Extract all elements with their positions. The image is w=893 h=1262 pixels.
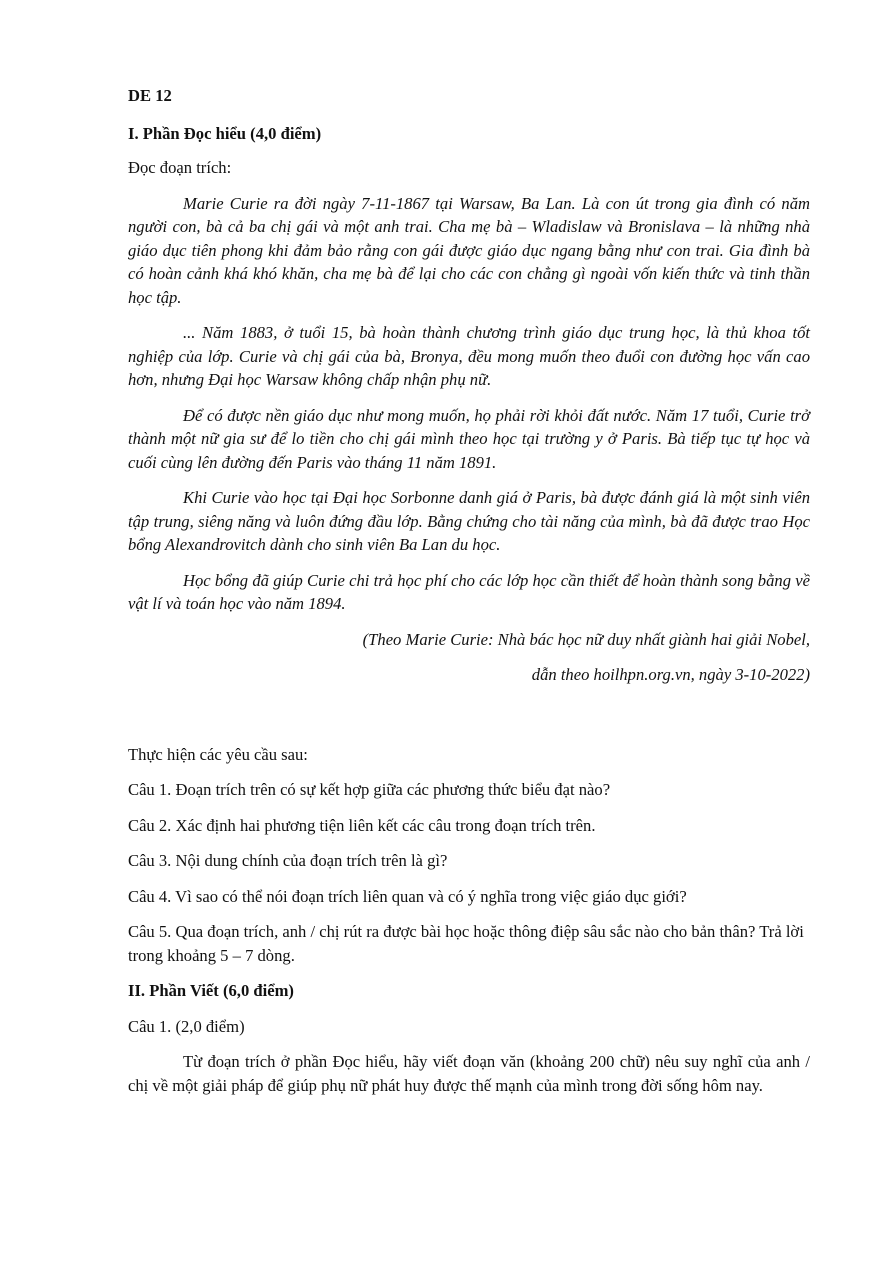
- question-5: Câu 5. Qua đoạn trích, anh / chị rút ra được bài học hoặc thông điệp sâu sắc nào cho bản thân? Trả lời trong khoảng 5 – 7 dòng.: [128, 922, 804, 965]
- passage-paragraph: Khi Curie vào học tại Đại học Sorbonne danh giá ở Paris, bà được đánh giá là một sinh viên tập trung, siêng năng và luôn đứng đầu lớp. Bằng chứng cho tài năng của mình, bà đã được trao Học bổng Alexandrovitch dành cho sinh viên Ba Lan du học.: [128, 488, 810, 554]
- passage-paragraph: Để có được nền giáo dục như mong muốn, họ phải rời khỏi đất nước. Năm 17 tuổi, Curie trở thành một nữ gia sư để lo tiền cho chị gái mình theo học tại trường y ở Paris. Bà tiếp tục tự học và cuối cùng lên đường đến Paris vào tháng 11 năm 1891.: [128, 405, 810, 472]
- passage-paragraph: Marie Curie ra đời ngày 7-11-1867 tại Warsaw, Ba Lan. Là con út trong gia đình có năm người con, bà cả ba chị gái và một anh trai. Cha mẹ bà – Wladislaw và Bronislava – là những nhà giáo dục tiên phong khi đảm bảo rằng con gái được giáo dục ngang bằng như con trai. Gia đình bà có hoàn cảnh khá khó khăn, cha mẹ bà để lại cho các con chẳng gì ngoài vốn kiến thức và tinh thần học tập.: [128, 193, 810, 307]
- exam-code: DE 12: [128, 86, 172, 105]
- source-citation-line-1: (Theo Marie Curie: Nhà bác học nữ duy nhất giành hai giải Nobel,: [362, 629, 810, 649]
- question-1: Câu 1. Đoạn trích trên có sự kết hợp giữa các phương thức biểu đạt nào?: [128, 780, 611, 799]
- question-2: Câu 2. Xác định hai phương tiện liên kết các câu trong đoạn trích trên.: [128, 815, 596, 835]
- question-4: Câu 4. Vì sao có thể nói đoạn trích liên quan và có ý nghĩa trong việc giáo dục giới?: [128, 886, 687, 906]
- source-citation-line-2: dẫn theo hoilhpn.org.vn, ngày 3-10-2022): [531, 665, 810, 684]
- writing-question-1-label: Câu 1. (2,0 điểm): [128, 1016, 245, 1036]
- reading-intro: Đọc đoạn trích:: [128, 158, 232, 177]
- writing-question-1-prompt: Từ đoạn trích ở phần Đọc hiểu, hãy viết đoạn văn (khoảng 200 chữ) nêu suy nghĩ của anh / chị về một giải pháp để giúp phụ nữ phát huy được thế mạnh của mình trong đời sống hôm nay.: [128, 1052, 810, 1095]
- section-writing-heading: II. Phần Viết (6,0 điểm): [128, 981, 294, 1000]
- question-3: Câu 3. Nội dung chính của đoạn trích trên là gì?: [128, 851, 448, 870]
- passage-paragraph: Học bổng đã giúp Curie chi trả học phí cho các lớp học cần thiết để hoàn thành song bằng về vật lí và toán học vào năm 1894.: [128, 570, 810, 613]
- section-reading-heading: I. Phần Đọc hiểu (4,0 điểm): [128, 123, 322, 143]
- tasks-intro: Thực hiện các yêu cầu sau:: [128, 744, 308, 764]
- passage-paragraph: ... Năm 1883, ở tuổi 15, bà hoàn thành chương trình giáo dục trung học, là thủ khoa tốt nghiệp của lớp. Curie và chị gái của bà, Bronya, đều mong muốn theo đuổi con đường học vấn cao hơn, nhưng Đại học Warsaw không chấp nhận phụ nữ.: [128, 323, 810, 389]
- document-page: [128, 84, 810, 1097]
